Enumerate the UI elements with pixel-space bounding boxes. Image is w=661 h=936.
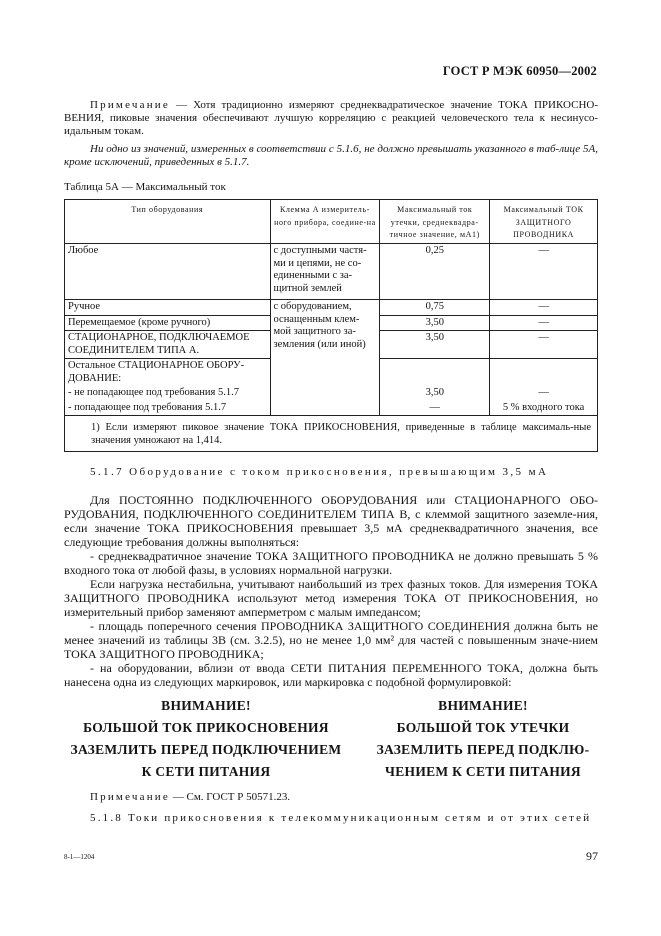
document-header: ГОСТ Р МЭК 60950—2002 <box>442 64 597 78</box>
warning-line: ЧЕНИЕМ К СЕТИ ПИТАНИЯ <box>385 764 581 779</box>
cell-prot: — <box>490 244 598 300</box>
cell-leak: 3,50 <box>380 386 490 401</box>
page-number: 97 <box>586 849 598 863</box>
cell-leak <box>380 359 490 387</box>
cell-leak: 3,50 <box>380 315 490 331</box>
note-2 <box>64 790 598 804</box>
col-header-leakage: Максимальный ток утечки, среднеквадра-тичное значение, мА1) <box>380 200 490 244</box>
cell-type: - попадающее под требования 5.1.7 <box>65 401 271 416</box>
cell-prot: — <box>490 300 598 316</box>
note-text: — Хотя традиционно измеряют среднеквадратическое значение ТОКА ПРИКОСНО-ВЕНИЯ, пиковые значения обеспечивают лучшую корреляцию с реакцией человеческого тела к несинусо-идальным токам. <box>64 99 598 137</box>
paragraph-5: - на оборудовании, вблизи от ввода СЕТИ ПИТАНИЯ ПЕРЕМЕННОГО ТОКА, должна быть нанесена одна из следующих маркировок, или маркировка с подобной формулировкой: <box>64 661 598 689</box>
cell-terminal: с оборудованием, оснащенным клем-мой защитного за-земления (или иной) <box>270 300 380 416</box>
section-517-title: 5.1.7 Оборудование с током прикосновения, превышающим 3,5 мА <box>90 466 549 478</box>
warning-left <box>56 695 356 783</box>
warning-line: ВНИМАНИЕ! <box>161 698 251 713</box>
warning-line: БОЛЬШОЙ ТОК ПРИКОСНОВЕНИЯ <box>83 720 329 735</box>
cell-terminal: с доступными частя-ми и цепями, не со-единенными с за-щитной землей <box>270 244 380 300</box>
current-table <box>64 199 598 452</box>
cell-prot: — <box>490 315 598 331</box>
table-caption: Таблица 5А — Максимальный ток <box>64 181 226 193</box>
note-text: — См. ГОСТ Р 50571.23. <box>169 791 291 803</box>
cell-prot: — <box>490 331 598 359</box>
section-518-title: 5.1.8 Токи прикосновения к телекоммуникационным сетям и от этих сетей <box>90 812 592 824</box>
warning-line: ЗАЗЕМЛИТЬ ПЕРЕД ПОДКЛЮЧЕНИЕМ <box>70 742 342 757</box>
col-header-protective: Максимальный ТОК ЗАЩИТНОГО ПРОВОДНИКА <box>490 200 598 244</box>
cell-type: Ручное <box>65 300 271 316</box>
warning-right <box>352 695 614 783</box>
cell-leak: 0,25 <box>380 244 490 300</box>
cell-prot: 5 % входного тока <box>490 401 598 416</box>
col-header-terminal: Клемма А измеритель-ного прибора, соедине-на <box>270 200 380 244</box>
note-label: Примечание <box>90 99 170 111</box>
paragraph-3: Если нагрузка нестабильна, учитывают наибольший из трех фазных токов. Для измерения ТОКА ЗАЩИТНОГО ПРОВОДНИКА используют метод измерения ТОКА ОТ ПРИКОСНОВЕНИЯ, но измерительный прибор заменяют амперметром с малым импедансом; <box>64 577 598 619</box>
cell-leak: 3,50 <box>380 331 490 359</box>
cell-type: Остальное СТАЦИОНАРНОЕ ОБОРУ-ДОВАНИЕ: <box>65 359 271 387</box>
cell-prot <box>490 359 598 387</box>
col-header-equipment: Тип оборудования <box>65 200 271 244</box>
warning-line: ЗАЗЕМЛИТЬ ПЕРЕД ПОДКЛЮ- <box>376 742 590 757</box>
warning-line: БОЛЬШОЙ ТОК УТЕЧКИ <box>396 720 570 735</box>
cell-leak: 0,75 <box>380 300 490 316</box>
cell-prot: — <box>490 386 598 401</box>
cell-type: Любое <box>65 244 271 300</box>
italic-requirement: Ни одно из значений, измеренных в соответствии с 5.1.6, не должно превышать указанного в таб-лице 5А, кроме исключений, приведенных в 5.1.7. <box>64 143 598 168</box>
paragraph-1: Для ПОСТОЯННО ПОДКЛЮЧЕННОГО ОБОРУДОВАНИЯ или СТАЦИОНАРНОГО ОБО-РУДОВАНИЯ, ПОДКЛЮЧЕННОГО СОЕДИНИТЕЛЕМ ТИПА В, с клеммой защитного заземле-ния, если значение ТОКА ПРИКОСНОВЕНИЯ превышает 3,5 мА среднеквадратичного значения, все следующие требования должны выполняться: <box>64 493 598 549</box>
footer-code: 8-1—1204 <box>64 853 95 861</box>
cell-leak: — <box>380 401 490 416</box>
cell-type: Перемещаемое (кроме ручного) <box>65 315 271 331</box>
table-footnote: 1) Если измеряют пиковое значение ТОКА ПРИКОСНОВЕНИЯ, приведенные в таблице максималь-ные значения умножают на 1,414. <box>65 416 598 452</box>
paragraph-2: - среднеквадратичное значение ТОКА ЗАЩИТНОГО ПРОВОДНИКА не должно превышать 5 % входного тока от любой фазы, в условиях нормальной нагрузки. <box>64 549 598 577</box>
cell-type: - не попадающее под требования 5.1.7 <box>65 386 271 401</box>
paragraph-4: - площадь поперечного сечения ПРОВОДНИКА ЗАЩИТНОГО СОЕДИНЕНИЯ должна быть не менее значений из таблицы 3В (см. 3.2.5), но не менее 1,0 мм² для частей с повышенным значе-нием ТОКА ЗАЩИТНОГО ПРОВОДНИКА; <box>64 619 598 661</box>
note-label: Примечание <box>90 791 170 803</box>
note-paragraph <box>64 99 598 138</box>
warning-line: ВНИМАНИЕ! <box>438 698 528 713</box>
cell-type: СТАЦИОНАРНОЕ, ПОДКЛЮЧАЕМОЕ СОЕДИНИТЕЛЕМ ТИПА А. <box>65 331 271 359</box>
warning-line: К СЕТИ ПИТАНИЯ <box>141 764 271 779</box>
